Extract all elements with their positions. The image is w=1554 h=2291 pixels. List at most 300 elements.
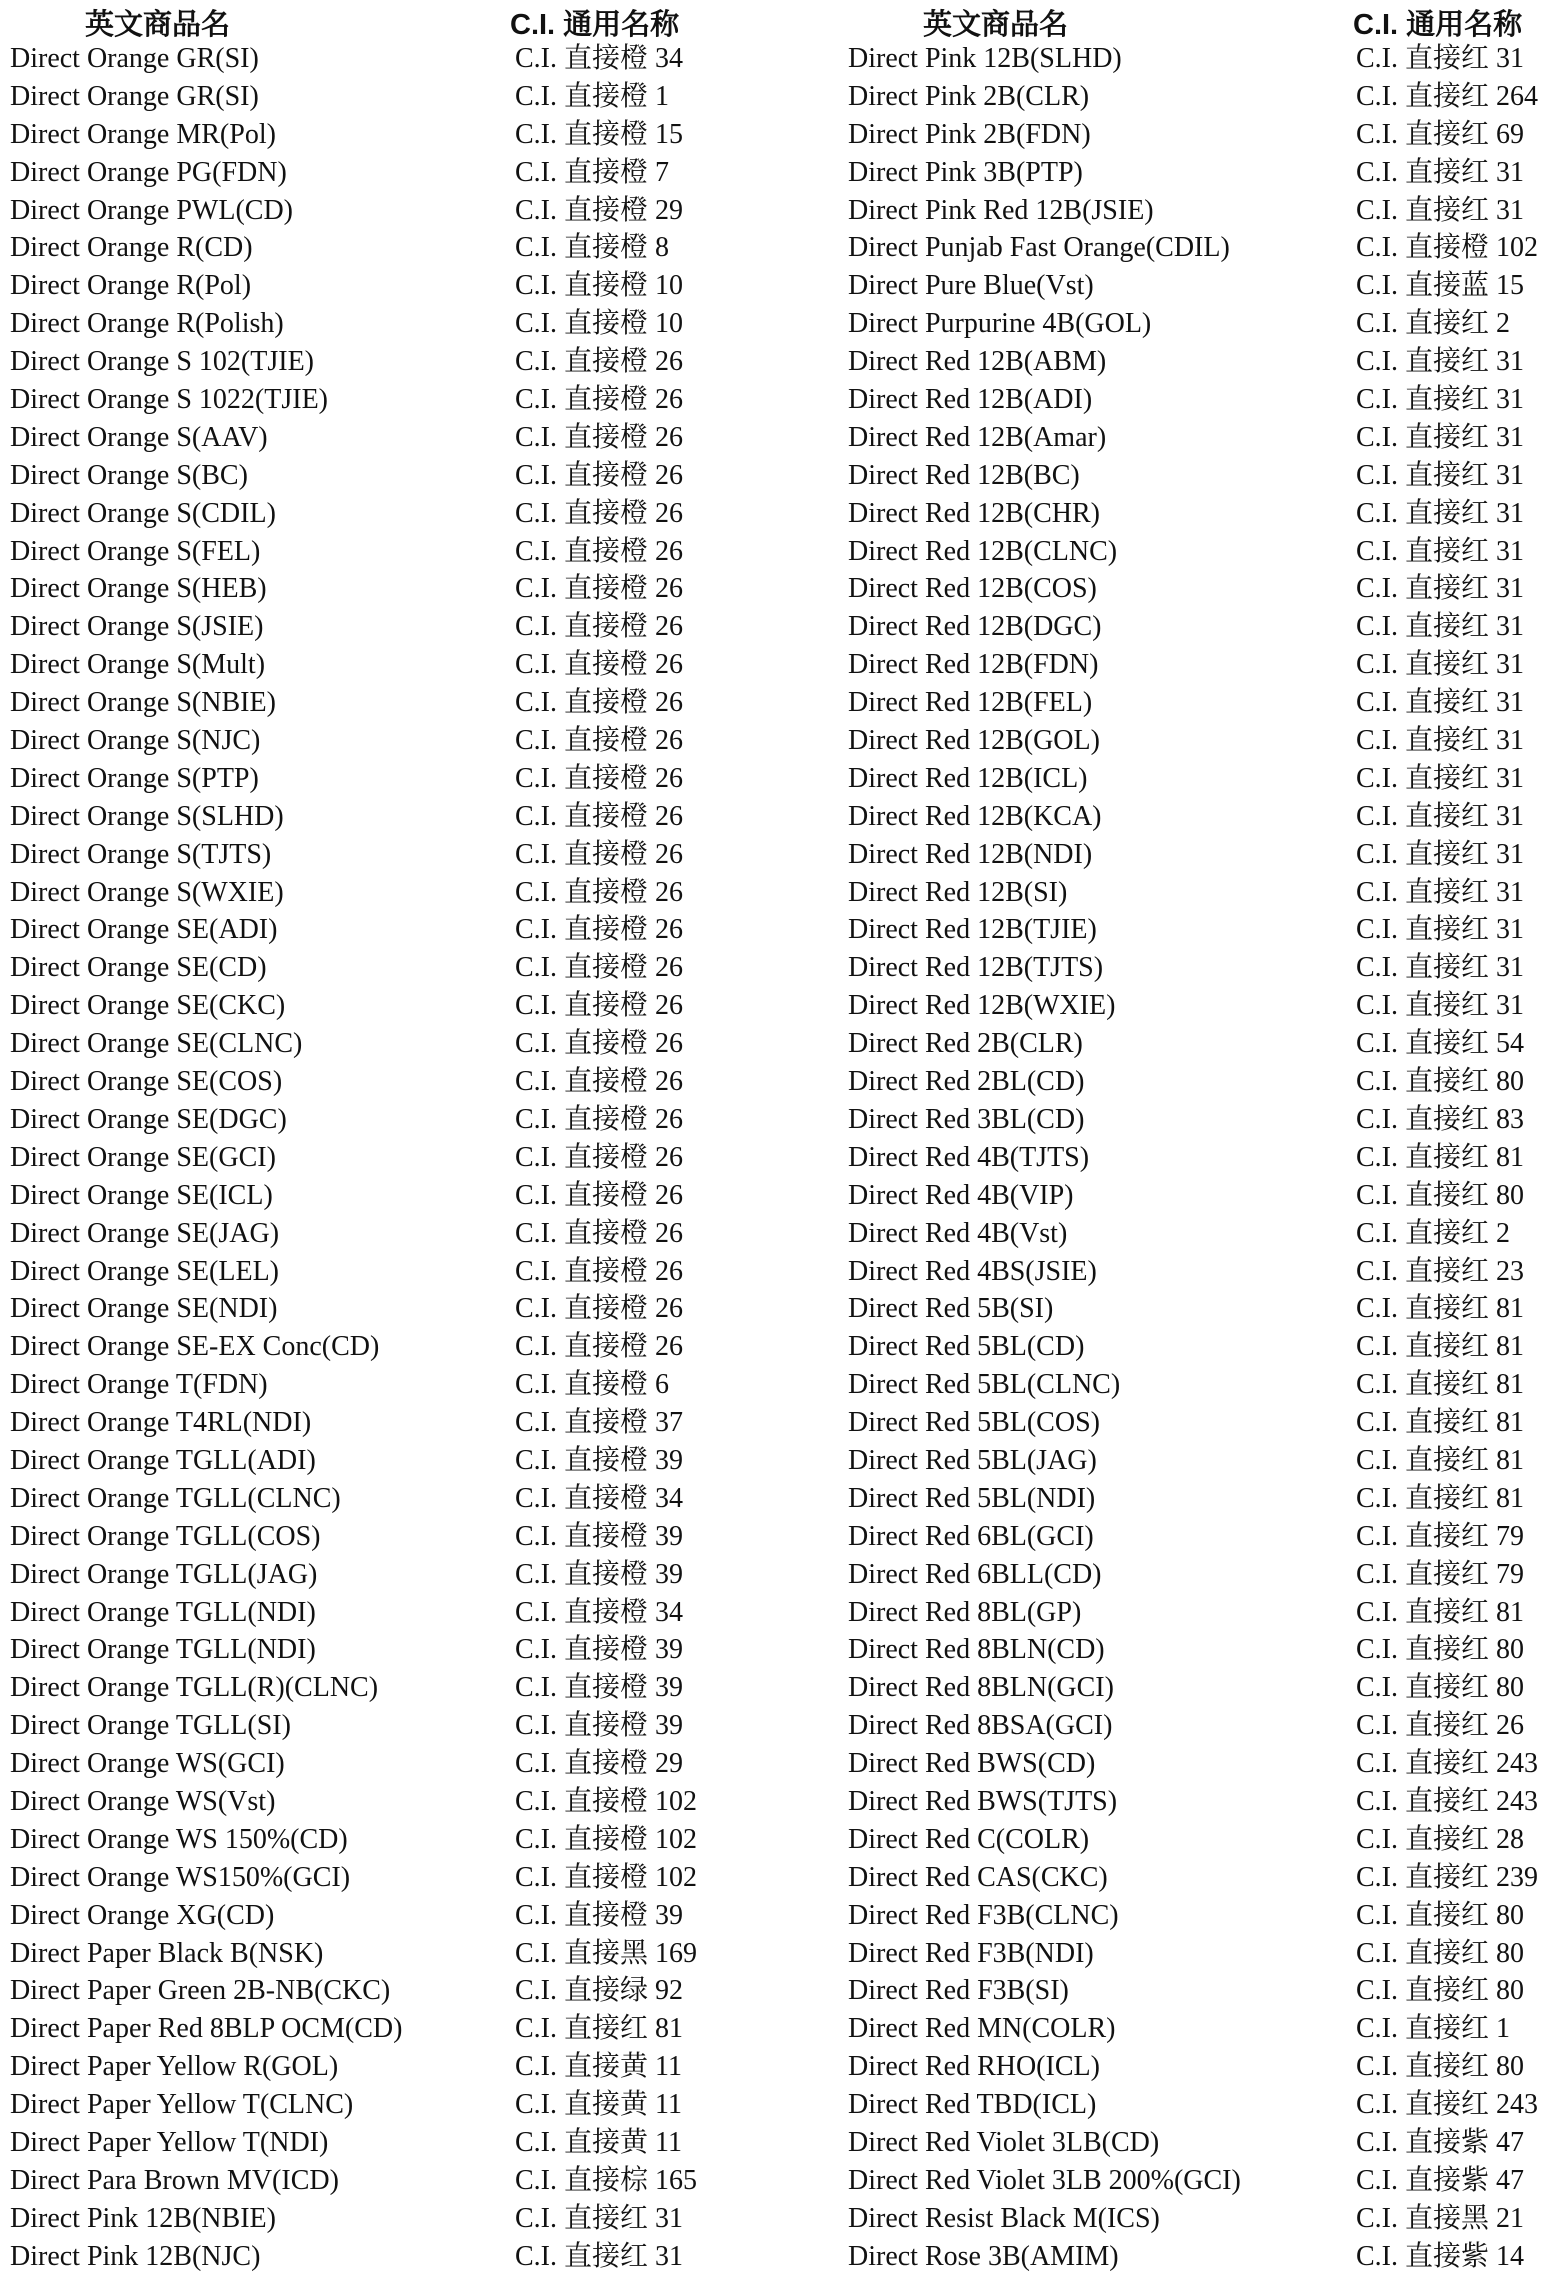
- table-row: [848, 1442, 1554, 1480]
- trade-name: Direct Orange PWL(CD): [10, 194, 294, 226]
- table-row: [848, 684, 1554, 722]
- trade-name: Direct Punjab Fast Orange(CDIL): [848, 232, 1230, 264]
- right-rows: [848, 40, 1554, 2276]
- trade-name: Direct Red 6BLL(CD): [848, 1558, 1102, 1590]
- trade-name: Direct Orange MR(Pol): [10, 118, 276, 150]
- table-row: [848, 570, 1554, 608]
- trade-name: Direct Red 12B(FEL): [848, 687, 1093, 719]
- trade-name: Direct Orange S 1022(TJIE): [10, 384, 329, 416]
- left-header: [10, 0, 750, 40]
- table-row: [10, 949, 750, 987]
- trade-name: Direct Red 12B(TJTS): [848, 952, 1104, 984]
- trade-name: Direct Orange S(FEL): [10, 535, 261, 567]
- trade-name: Direct Orange TGLL(ADI): [10, 1444, 316, 1476]
- trade-name: Direct Red 12B(Amar): [848, 421, 1107, 453]
- ci-name: C.I. 直接橙 1: [515, 80, 670, 112]
- trade-name: Direct Orange WS 150%(CD): [10, 1823, 348, 1855]
- table-row: [848, 1366, 1554, 1404]
- table-row: [848, 343, 1554, 381]
- table-row: [10, 192, 750, 230]
- table-row: [848, 608, 1554, 646]
- trade-name: Direct Red F3B(CLNC): [848, 1899, 1119, 1931]
- trade-name: Direct Orange SE(GCI): [10, 1141, 276, 1173]
- table-row: [10, 836, 750, 874]
- ci-name: C.I. 直接橙 39: [515, 1444, 684, 1476]
- table-row: [848, 1101, 1554, 1139]
- left-column: [10, 0, 750, 2276]
- trade-name: Direct Orange TGLL(NDI): [10, 1596, 316, 1628]
- ci-name: C.I. 直接红 243: [1356, 2089, 1539, 2121]
- trade-name: Direct Red F3B(NDI): [848, 1937, 1094, 1969]
- trade-name: Direct Red 12B(SI): [848, 876, 1068, 908]
- ci-name: C.I. 直接橙 26: [515, 384, 684, 416]
- ci-name: C.I. 直接红 243: [1356, 1785, 1539, 1817]
- table-row: [10, 419, 750, 457]
- trade-name: Direct Pink 12B(NJC): [10, 2240, 261, 2272]
- trade-name: Direct Orange WS(GCI): [10, 1748, 285, 1780]
- table-row: [848, 1290, 1554, 1328]
- table-row: [848, 1972, 1554, 2010]
- ci-name: C.I. 直接橙 39: [515, 1558, 684, 1590]
- table-row: [848, 267, 1554, 305]
- ci-name: C.I. 直接红 243: [1356, 1748, 1539, 1780]
- table-row: [848, 646, 1554, 684]
- trade-name: Direct Red 4B(VIP): [848, 1179, 1074, 1211]
- ci-name: C.I. 直接红 2: [1356, 1217, 1511, 1249]
- ci-name: C.I. 直接红 31: [1356, 914, 1525, 946]
- trade-name: Direct Red 5B(SI): [848, 1293, 1054, 1325]
- table-row: [10, 1707, 750, 1745]
- ci-name: C.I. 直接红 26: [1356, 1710, 1525, 1742]
- trade-name: Direct Paper Yellow T(NDI): [10, 2126, 329, 2158]
- ci-name: C.I. 直接橙 39: [515, 1899, 684, 1931]
- table-row: [848, 1745, 1554, 1783]
- trade-name: Direct Orange SE(NDI): [10, 1293, 278, 1325]
- ci-name: C.I. 直接橙 26: [515, 914, 684, 946]
- ci-name: C.I. 直接橙 15: [515, 118, 684, 150]
- ci-name: C.I. 直接蓝 15: [1356, 270, 1525, 302]
- ci-name: C.I. 直接橙 39: [515, 1672, 684, 1704]
- trade-name: Direct Paper Black B(NSK): [10, 1937, 324, 1969]
- table-row: [10, 343, 750, 381]
- trade-name: Direct Pure Blue(Vst): [848, 270, 1094, 302]
- ci-name: C.I. 直接红 81: [1356, 1407, 1525, 1439]
- table-row: [848, 760, 1554, 798]
- trade-name: Direct Rose 3B(AMIM): [848, 2240, 1119, 2272]
- trade-name: Direct Orange GR(SI): [10, 80, 259, 112]
- trade-name: Direct Red 8BL(GP): [848, 1596, 1082, 1628]
- ci-name: C.I. 直接红 31: [1356, 497, 1525, 529]
- table-row: [10, 911, 750, 949]
- table-row: [848, 1253, 1554, 1291]
- ci-name: C.I. 直接红 80: [1356, 1937, 1525, 1969]
- table-row: [848, 1025, 1554, 1063]
- table-row: [848, 229, 1554, 267]
- ci-name: C.I. 直接橙 26: [515, 573, 684, 605]
- ci-name: C.I. 直接橙 26: [515, 421, 684, 453]
- table-row: [10, 1215, 750, 1253]
- table-row: [848, 495, 1554, 533]
- trade-name: Direct Resist Black M(ICS): [848, 2202, 1160, 2234]
- trade-name: Direct Orange S(BC): [10, 459, 248, 491]
- table-row: [10, 1063, 750, 1101]
- trade-name: Direct Red 12B(FDN): [848, 649, 1099, 681]
- table-row: [848, 2162, 1554, 2200]
- ci-name: C.I. 直接黑 169: [515, 1937, 698, 1969]
- ci-name: C.I. 直接橙 26: [515, 497, 684, 529]
- table-row: [10, 1480, 750, 1518]
- ci-name: C.I. 直接红 31: [1356, 762, 1525, 794]
- ci-name: C.I. 直接红 31: [1356, 384, 1525, 416]
- trade-name: Direct Red MN(COLR): [848, 2013, 1116, 2045]
- ci-name: C.I. 直接红 81: [1356, 1141, 1525, 1173]
- ci-name: C.I. 直接红 23: [1356, 1255, 1525, 1287]
- trade-name: Direct Orange TGLL(CLNC): [10, 1482, 341, 1514]
- trade-name: Direct Red 12B(CLNC): [848, 535, 1118, 567]
- trade-name: Direct Red 12B(ICL): [848, 762, 1088, 794]
- trade-name: Direct Red 12B(GOL): [848, 725, 1100, 757]
- trade-name: Direct Red Violet 3LB 200%(GCI): [848, 2164, 1241, 2196]
- trade-name: Direct Orange WS(Vst): [10, 1785, 276, 1817]
- trade-name: Direct Orange SE(COS): [10, 1066, 283, 1098]
- table-row: [10, 1897, 750, 1935]
- trade-name: Direct Paper Red 8BLP OCM(CD): [10, 2013, 403, 2045]
- ci-name: C.I. 直接红 264: [1356, 80, 1539, 112]
- ci-name: C.I. 直接橙 26: [515, 346, 684, 378]
- table-row: [10, 1859, 750, 1897]
- trade-name: Direct Red 5BL(COS): [848, 1407, 1100, 1439]
- trade-name: Direct Orange TGLL(NDI): [10, 1634, 316, 1666]
- trade-name: Direct Orange T4RL(NDI): [10, 1407, 312, 1439]
- ci-name: C.I. 直接红 80: [1356, 1634, 1525, 1666]
- trade-name: Direct Pink 3B(PTP): [848, 156, 1083, 188]
- table-row: [10, 798, 750, 836]
- ci-name: C.I. 直接棕 165: [515, 2164, 698, 2196]
- trade-name: Direct Orange S(WXIE): [10, 876, 284, 908]
- table-row: [10, 1935, 750, 1973]
- table-row: [848, 1859, 1554, 1897]
- header-name: 英文商品名: [923, 9, 1069, 41]
- trade-name: Direct Orange TGLL(SI): [10, 1710, 291, 1742]
- table-row: [848, 1063, 1554, 1101]
- table-row: [10, 1025, 750, 1063]
- ci-name: C.I. 直接红 81: [1356, 1331, 1525, 1363]
- trade-name: Direct Orange SE(CD): [10, 952, 267, 984]
- ci-name: C.I. 直接红 31: [1356, 346, 1525, 378]
- trade-name: Direct Red 12B(CHR): [848, 497, 1100, 529]
- table-row: [848, 2010, 1554, 2048]
- table-row: [848, 1594, 1554, 1632]
- trade-name: Direct Red CAS(CKC): [848, 1861, 1108, 1893]
- trade-name: Direct Orange S(AAV): [10, 421, 268, 453]
- table-row: [848, 533, 1554, 571]
- table-row: [10, 1556, 750, 1594]
- trade-name: Direct Pink Red 12B(JSIE): [848, 194, 1154, 226]
- ci-name: C.I. 直接橙 102: [1356, 232, 1539, 264]
- table-row: [10, 2048, 750, 2086]
- trade-name: Direct Red 12B(COS): [848, 573, 1097, 605]
- ci-name: C.I. 直接黄 11: [515, 2051, 682, 2083]
- table-row: [10, 1594, 750, 1632]
- trade-name: Direct Red 5BL(NDI): [848, 1482, 1096, 1514]
- ci-name: C.I. 直接红 69: [1356, 118, 1525, 150]
- ci-name: C.I. 直接橙 39: [515, 1710, 684, 1742]
- trade-name: Direct Red 5BL(CLNC): [848, 1369, 1121, 1401]
- ci-name: C.I. 直接橙 26: [515, 1217, 684, 1249]
- ci-name: C.I. 直接橙 26: [515, 1066, 684, 1098]
- table-row: [10, 1631, 750, 1669]
- trade-name: Direct Red 5BL(CD): [848, 1331, 1085, 1363]
- trade-name: Direct Pink 2B(FDN): [848, 118, 1091, 150]
- ci-name: C.I. 直接橙 26: [515, 1255, 684, 1287]
- trade-name: Direct Paper Yellow T(CLNC): [10, 2089, 354, 2121]
- trade-name: Direct Orange XG(CD): [10, 1899, 275, 1931]
- table-row: [848, 911, 1554, 949]
- ci-name: C.I. 直接红 31: [1356, 535, 1525, 567]
- table-row: [10, 154, 750, 192]
- ci-name: C.I. 直接橙 8: [515, 232, 670, 264]
- ci-name: C.I. 直接橙 26: [515, 1141, 684, 1173]
- table-row: [848, 1821, 1554, 1859]
- trade-name: Direct Red 12B(KCA): [848, 800, 1102, 832]
- header-name: 英文商品名: [85, 9, 231, 41]
- table-row: [10, 987, 750, 1025]
- table-row: [10, 646, 750, 684]
- ci-name: C.I. 直接紫 47: [1356, 2126, 1525, 2158]
- header-ci: C.I. 通用名称: [510, 9, 680, 41]
- ci-name: C.I. 直接橙 34: [515, 1482, 684, 1514]
- table-row: [10, 1328, 750, 1366]
- trade-name: Direct Orange S(PTP): [10, 762, 259, 794]
- ci-name: C.I. 直接橙 7: [515, 156, 670, 188]
- table-row: [848, 78, 1554, 116]
- table-row: [848, 1556, 1554, 1594]
- trade-name: Direct Paper Yellow R(GOL): [10, 2051, 339, 2083]
- left-rows: [10, 40, 750, 2276]
- table-row: [848, 1215, 1554, 1253]
- table-row: [10, 533, 750, 571]
- table-row: [848, 2048, 1554, 2086]
- table-row: [10, 1518, 750, 1556]
- trade-name: Direct Orange SE(CLNC): [10, 1028, 303, 1060]
- table-row: [848, 1897, 1554, 1935]
- trade-name: Direct Red 2B(CLR): [848, 1028, 1083, 1060]
- trade-name: Direct Orange SE(JAG): [10, 1217, 280, 1249]
- table-row: [10, 722, 750, 760]
- table-row: [10, 2124, 750, 2162]
- table-row: [10, 760, 750, 798]
- trade-name: Direct Orange R(CD): [10, 232, 253, 264]
- ci-name: C.I. 直接橙 37: [515, 1407, 684, 1439]
- trade-name: Direct Orange SE(CKC): [10, 990, 286, 1022]
- right-header: [848, 0, 1554, 40]
- trade-name: Direct Orange S(NBIE): [10, 687, 276, 719]
- trade-name: Direct Orange S(JSIE): [10, 611, 264, 643]
- ci-name: C.I. 直接红 80: [1356, 1066, 1525, 1098]
- trade-name: Direct Paper Green 2B-NB(CKC): [10, 1975, 391, 2007]
- trade-name: Direct Orange T(FDN): [10, 1369, 268, 1401]
- table-row: [848, 419, 1554, 457]
- table-row: [10, 1972, 750, 2010]
- table-row: [10, 1783, 750, 1821]
- trade-name: Direct Red 4B(Vst): [848, 1217, 1068, 1249]
- trade-name: Direct Pink 12B(NBIE): [10, 2202, 276, 2234]
- ci-name: C.I. 直接紫 47: [1356, 2164, 1525, 2196]
- table-row: [10, 1101, 750, 1139]
- trade-name: Direct Red 12B(TJIE): [848, 914, 1097, 946]
- trade-name: Direct Orange SE(ADI): [10, 914, 278, 946]
- table-row: [10, 229, 750, 267]
- ci-name: C.I. 直接橙 26: [515, 611, 684, 643]
- trade-name: Direct Orange S(HEB): [10, 573, 267, 605]
- trade-name: Direct Orange S 102(TJIE): [10, 346, 315, 378]
- ci-name: C.I. 直接橙 26: [515, 800, 684, 832]
- ci-name: C.I. 直接橙 26: [515, 762, 684, 794]
- trade-name: Direct Red 8BLN(GCI): [848, 1672, 1114, 1704]
- table-row: [848, 1707, 1554, 1745]
- table-row: [848, 192, 1554, 230]
- table-row: [10, 1442, 750, 1480]
- ci-name: C.I. 直接橙 10: [515, 308, 684, 340]
- table-row: [10, 495, 750, 533]
- trade-name: Direct Red 3BL(CD): [848, 1103, 1085, 1135]
- ci-name: C.I. 直接红 31: [1356, 876, 1525, 908]
- table-row: [10, 1139, 750, 1177]
- trade-name: Direct Red 12B(DGC): [848, 611, 1102, 643]
- ci-name: C.I. 直接红 31: [1356, 725, 1525, 757]
- ci-name: C.I. 直接红 31: [1356, 611, 1525, 643]
- ci-name: C.I. 直接橙 10: [515, 270, 684, 302]
- trade-name: Direct Red 8BLN(CD): [848, 1634, 1105, 1666]
- table-row: [848, 874, 1554, 912]
- ci-name: C.I. 直接橙 26: [515, 725, 684, 757]
- table-row: [848, 1783, 1554, 1821]
- table-row: [848, 1404, 1554, 1442]
- table-row: [848, 1518, 1554, 1556]
- ci-name: C.I. 直接红 80: [1356, 1975, 1525, 2007]
- ci-name: C.I. 直接红 31: [515, 2202, 684, 2234]
- table-row: [848, 381, 1554, 419]
- table-row: [10, 381, 750, 419]
- ci-name: C.I. 直接红 80: [1356, 1899, 1525, 1931]
- ci-name: C.I. 直接红 31: [1356, 573, 1525, 605]
- trade-name: Direct Red 12B(WXIE): [848, 990, 1116, 1022]
- table-row: [10, 1745, 750, 1783]
- ci-name: C.I. 直接红 31: [1356, 43, 1525, 74]
- ci-name: C.I. 直接橙 26: [515, 459, 684, 491]
- trade-name: Direct Red 8BSA(GCI): [848, 1710, 1113, 1742]
- table-row: [10, 116, 750, 154]
- ci-name: C.I. 直接红 31: [1356, 838, 1525, 870]
- trade-name: Direct Red BWS(TJTS): [848, 1785, 1118, 1817]
- ci-name: C.I. 直接红 31: [1356, 990, 1525, 1022]
- trade-name: Direct Red 12B(BC): [848, 459, 1080, 491]
- table-row: [848, 987, 1554, 1025]
- trade-name: Direct Orange SE(DGC): [10, 1103, 287, 1135]
- ci-name: C.I. 直接橙 29: [515, 1748, 684, 1780]
- ci-name: C.I. 直接橙 26: [515, 1179, 684, 1211]
- trade-name: Direct Red 2BL(CD): [848, 1066, 1085, 1098]
- table-row: [10, 457, 750, 495]
- ci-name: C.I. 直接橙 26: [515, 1103, 684, 1135]
- trade-name: Direct Orange S(NJC): [10, 725, 261, 757]
- ci-name: C.I. 直接橙 26: [515, 1331, 684, 1363]
- ci-name: C.I. 直接红 28: [1356, 1823, 1525, 1855]
- trade-name: Direct Red TBD(ICL): [848, 2089, 1097, 2121]
- trade-name: Direct Red RHO(ICL): [848, 2051, 1100, 2083]
- trade-name: Direct Orange GR(SI): [10, 43, 259, 74]
- trade-name: Direct Orange TGLL(R)(CLNC): [10, 1672, 379, 1704]
- ci-name: C.I. 直接红 31: [1356, 459, 1525, 491]
- table-row: [10, 2010, 750, 2048]
- trade-name: Direct Red Violet 3LB(CD): [848, 2126, 1160, 2158]
- ci-name: C.I. 直接红 80: [1356, 1179, 1525, 1211]
- table-row: [10, 2200, 750, 2238]
- right-column: [848, 0, 1554, 2276]
- table-row: [848, 1139, 1554, 1177]
- trade-name: Direct Red 5BL(JAG): [848, 1444, 1097, 1476]
- table-row: [10, 608, 750, 646]
- ci-name: C.I. 直接红 31: [515, 2240, 684, 2272]
- ci-name: C.I. 直接橙 26: [515, 990, 684, 1022]
- table-row: [848, 1328, 1554, 1366]
- ci-name: C.I. 直接红 81: [1356, 1293, 1525, 1325]
- trade-name: Direct Red 12B(ABM): [848, 346, 1107, 378]
- trade-name: Direct Red 4B(TJTS): [848, 1141, 1090, 1173]
- table-row: [10, 1253, 750, 1291]
- ci-name: C.I. 直接橙 26: [515, 838, 684, 870]
- table-row: [10, 2238, 750, 2276]
- trade-name: Direct Orange SE(LEL): [10, 1255, 279, 1287]
- ci-name: C.I. 直接红 81: [1356, 1482, 1525, 1514]
- trade-name: Direct Orange S(Mult): [10, 649, 266, 681]
- trade-name: Direct Red 4BS(JSIE): [848, 1255, 1097, 1287]
- ci-name: C.I. 直接红 83: [1356, 1103, 1525, 1135]
- ci-name: C.I. 直接红 31: [1356, 952, 1525, 984]
- ci-name: C.I. 直接红 31: [1356, 421, 1525, 453]
- trade-name: Direct Red 12B(ADI): [848, 384, 1093, 416]
- table-row: [848, 2200, 1554, 2238]
- trade-name: Direct Pink 12B(SLHD): [848, 43, 1122, 74]
- trade-name: Direct Red 6BL(GCI): [848, 1520, 1094, 1552]
- ci-name: C.I. 直接绿 92: [515, 1975, 684, 2007]
- table-row: [10, 1404, 750, 1442]
- table-row: [10, 684, 750, 722]
- table-row: [848, 457, 1554, 495]
- table-row: [10, 267, 750, 305]
- table-row: [10, 570, 750, 608]
- trade-name: Direct Orange TGLL(JAG): [10, 1558, 318, 1590]
- ci-name: C.I. 直接红 31: [1356, 800, 1525, 832]
- ci-name: C.I. 直接黑 21: [1356, 2202, 1525, 2234]
- table-row: [10, 1290, 750, 1328]
- table-row: [10, 305, 750, 343]
- ci-name: C.I. 直接橙 39: [515, 1520, 684, 1552]
- ci-name: C.I. 直接橙 34: [515, 43, 684, 74]
- table-row: [10, 40, 750, 78]
- ci-name: C.I. 直接红 31: [1356, 687, 1525, 719]
- trade-name: Direct Pink 2B(CLR): [848, 80, 1090, 112]
- ci-name: C.I. 直接红 1: [1356, 2013, 1511, 2045]
- ci-name: C.I. 直接红 31: [1356, 194, 1525, 226]
- trade-name: Direct Orange TGLL(COS): [10, 1520, 321, 1552]
- ci-name: C.I. 直接橙 26: [515, 876, 684, 908]
- ci-name: C.I. 直接紫 14: [1356, 2240, 1525, 2272]
- table-row: [848, 40, 1554, 78]
- table-row: [10, 2162, 750, 2200]
- ci-name: C.I. 直接橙 102: [515, 1823, 698, 1855]
- ci-name: C.I. 直接红 2: [1356, 308, 1511, 340]
